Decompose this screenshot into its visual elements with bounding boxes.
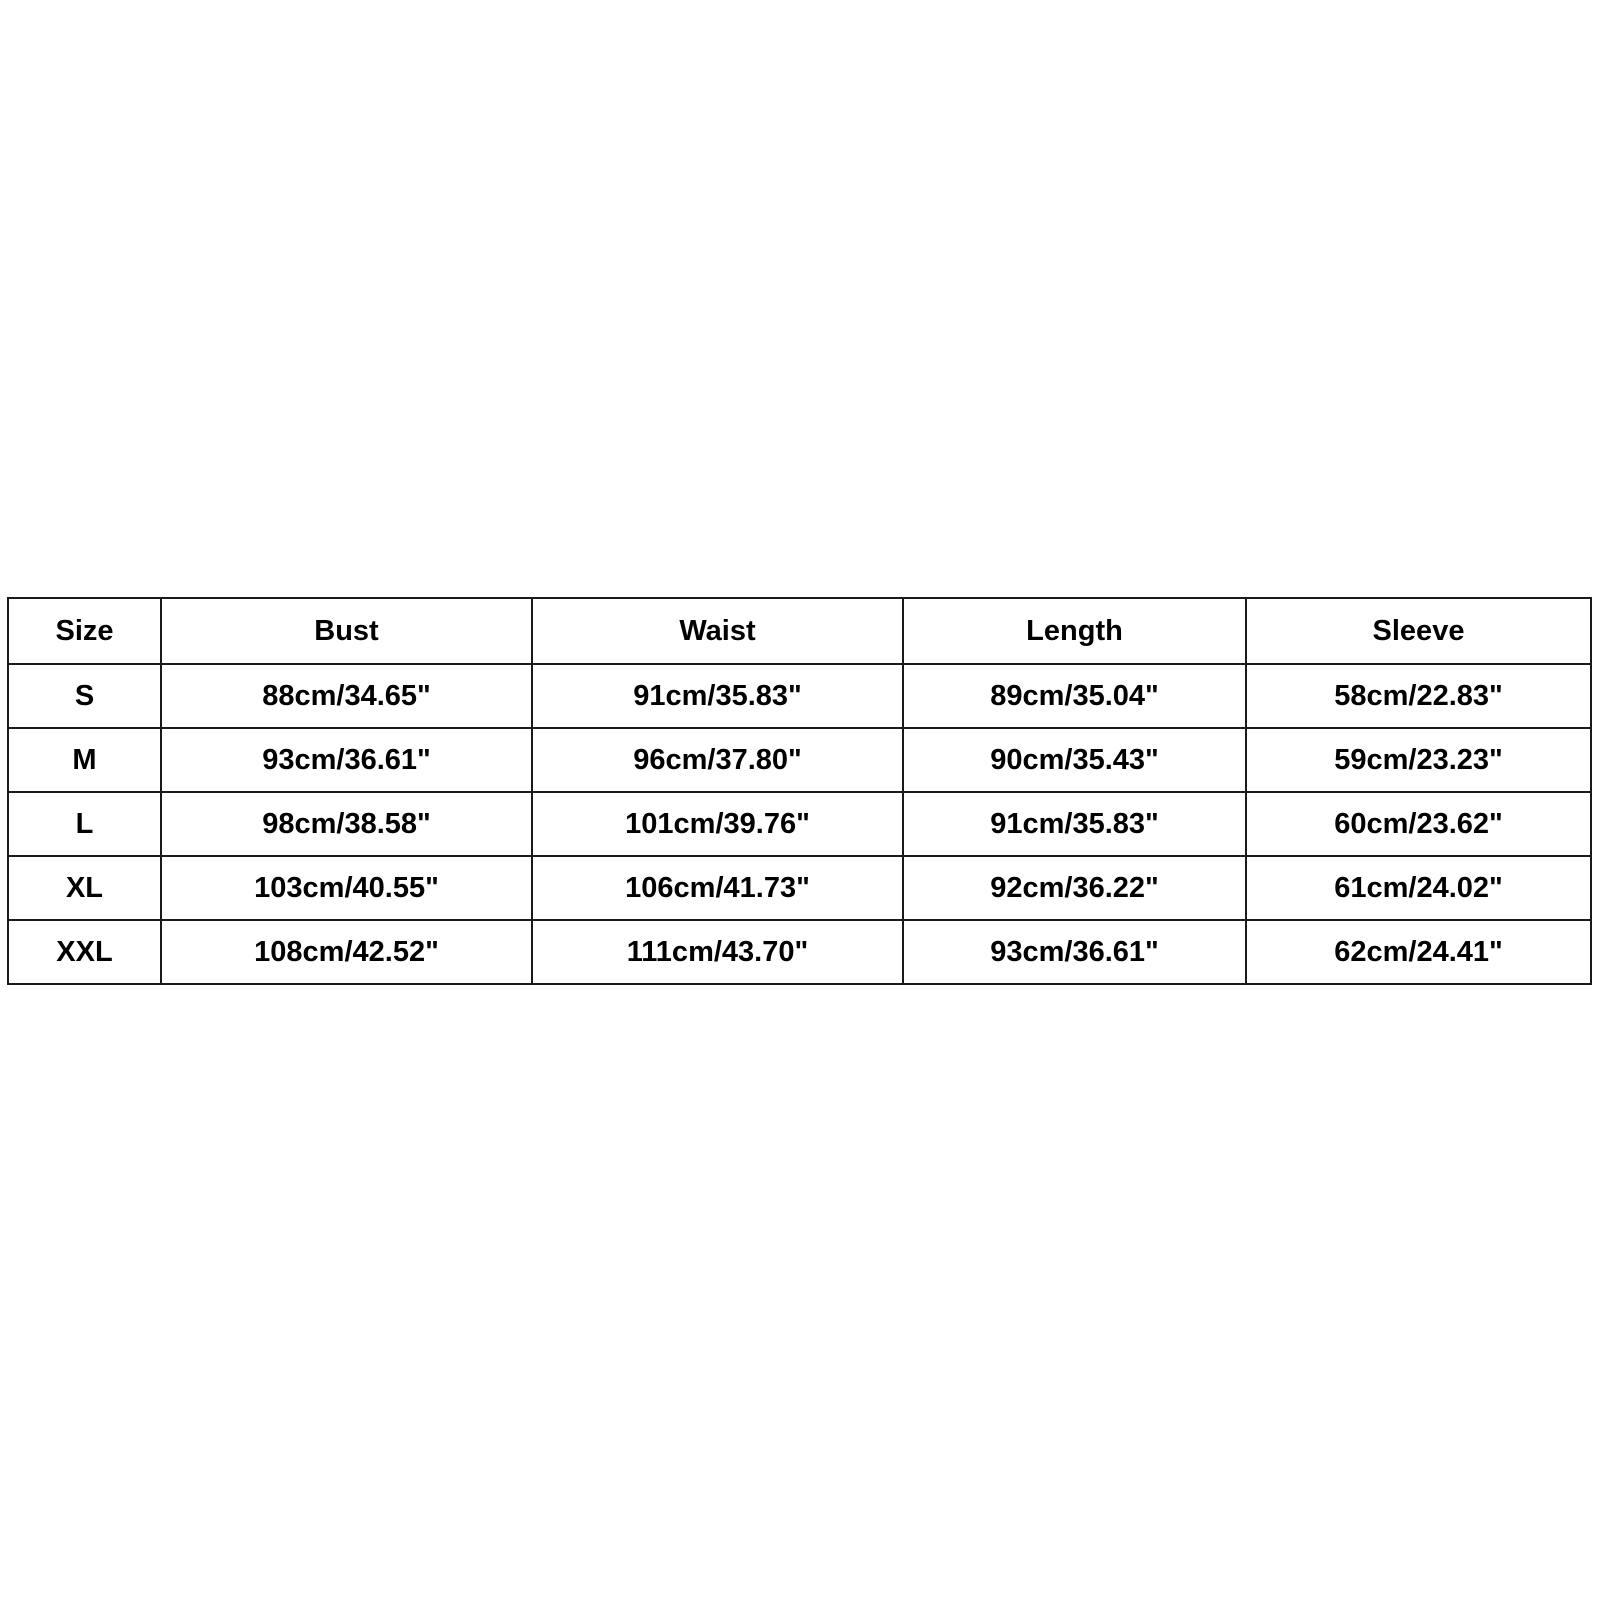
size-cell: XXL	[8, 920, 161, 984]
bust-cell: 108cm/42.52"	[161, 920, 532, 984]
waist-cell: 106cm/41.73"	[532, 856, 903, 920]
waist-cell: 101cm/39.76"	[532, 792, 903, 856]
header-row	[8, 598, 1591, 664]
bust-cell: 103cm/40.55"	[161, 856, 532, 920]
length-cell: 93cm/36.61"	[903, 920, 1246, 984]
size-cell: M	[8, 728, 161, 792]
table-row	[8, 728, 1591, 792]
table-row	[8, 856, 1591, 920]
size-cell: XL	[8, 856, 161, 920]
bust-cell: 93cm/36.61"	[161, 728, 532, 792]
length-cell: 90cm/35.43"	[903, 728, 1246, 792]
table-row	[8, 664, 1591, 728]
length-cell: 89cm/35.04"	[903, 664, 1246, 728]
size-cell: S	[8, 664, 161, 728]
waist-cell: 96cm/37.80"	[532, 728, 903, 792]
sleeve-cell: 58cm/22.83"	[1246, 664, 1591, 728]
size-chart-table	[7, 597, 1592, 985]
sleeve-cell: 60cm/23.62"	[1246, 792, 1591, 856]
sleeve-cell: 59cm/23.23"	[1246, 728, 1591, 792]
table-row	[8, 792, 1591, 856]
length-cell: 91cm/35.83"	[903, 792, 1246, 856]
bust-cell: 88cm/34.65"	[161, 664, 532, 728]
sleeve-cell: 61cm/24.02"	[1246, 856, 1591, 920]
header-waist: Waist	[532, 598, 903, 664]
waist-cell: 91cm/35.83"	[532, 664, 903, 728]
length-cell: 92cm/36.22"	[903, 856, 1246, 920]
sleeve-cell: 62cm/24.41"	[1246, 920, 1591, 984]
header-length: Length	[903, 598, 1246, 664]
table-row	[8, 920, 1591, 984]
waist-cell: 111cm/43.70"	[532, 920, 903, 984]
bust-cell: 98cm/38.58"	[161, 792, 532, 856]
header-bust: Bust	[161, 598, 532, 664]
header-sleeve: Sleeve	[1246, 598, 1591, 664]
size-cell: L	[8, 792, 161, 856]
header-size: Size	[8, 598, 161, 664]
